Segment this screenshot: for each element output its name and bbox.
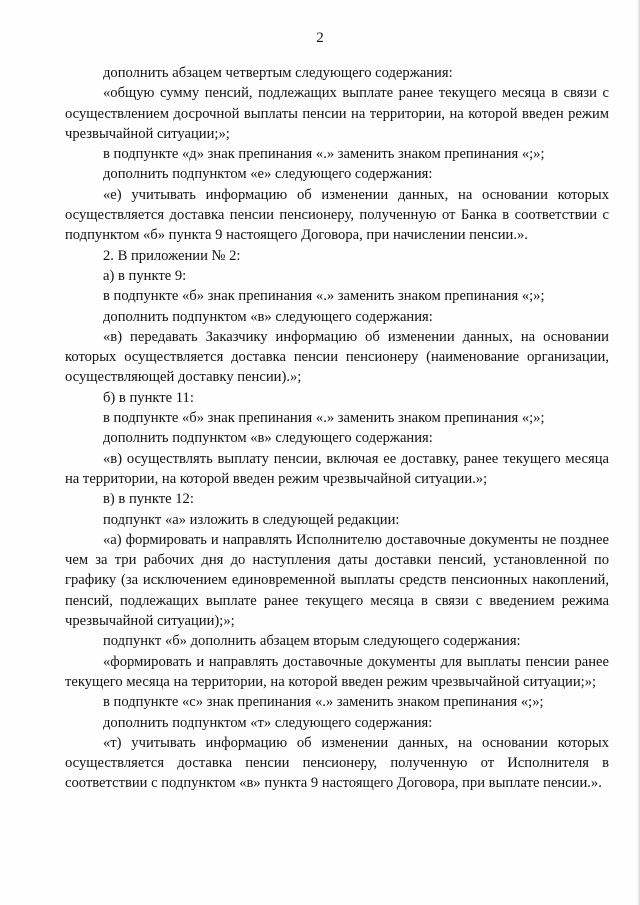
paragraph: в подпункте «б» знак препинания «.» заменить знаком препинания «;»; [103,288,545,305]
paragraph: в подпункте «с» знак препинания «.» заменить знаком препинания «;»; [103,694,544,711]
paragraph: дополнить абзацем четвертым следующего содержания: [103,65,453,81]
paragraph: в) в пункте 12: [103,491,194,508]
paragraph: подпункт «б» дополнить абзацем вторым следующего содержания: [103,633,521,650]
page-number: 2 [316,30,324,46]
paragraph: «а) формировать и направлять Исполнителю доставочные документы не позднее чем за три рабочих дня до наступления даты доставки пенсий, установленной по графику (за исключением единовременной выплаты средств пенсионных накоплений, пенсий, подлежащих выплате ранее текущего месяца в связи с введением режима чрезвычайной ситуации);»; [65,531,609,630]
paragraph: «т) учитывать информацию об изменении данных, на основании которых осуществляется доставка пенсии пенсионеру, полученную от Исполнителя в соответствии с подпунктом «в» пункта 9 настоящего Договора, при выплате пенсии.». [65,734,609,792]
paragraph: а) в пункте 9: [103,267,187,284]
paragraph: дополнить подпунктом «т» следующего содержания: [103,714,433,731]
paragraph: в подпункте «д» знак препинания «.» заменить знаком препинания «;»; [103,146,545,163]
paragraph: дополнить подпунктом «в» следующего содержания: [103,430,433,447]
paragraph: в подпункте «б» знак препинания «.» заменить знаком препинания «;»; [103,410,545,427]
paragraph: б) в пункте 11: [103,389,194,406]
paragraph: дополнить подпунктом «в» следующего содержания: [103,308,433,325]
paragraph: подпункт «а» изложить в следующей редакции: [103,511,400,528]
section-heading: 2. В приложении № 2: [103,247,241,264]
document-body [65,63,609,794]
paragraph: «в) передавать Заказчику информацию об изменении данных, на основании которых осуществляется доставка пенсии пенсионеру (наименование организации, осуществляющей доставку пенсии).»; [65,328,609,386]
paragraph: «общую сумму пенсий, подлежащих выплате ранее текущего месяца в связи с осуществлением досрочной выплаты пенсии на территории, на которой введен режим чрезвычайной ситуации;»; [65,85,609,142]
paragraph: «формировать и направлять доставочные документы для выплаты пенсии ранее текущего месяца на территории, на которой введен режим чрезвычайной ситуации;»; [65,653,609,690]
paragraph: «е) учитывать информацию об изменении данных, на основании которых осуществляется доставка пенсии пенсионеру, полученную от Банка в соответствии с подпунктом «б» пункта 9 настоящего Договора, при начислении пенсии.». [65,186,609,244]
paragraph: дополнить подпунктом «е» следующего содержания: [103,166,433,183]
paragraph: «в) осуществлять выплату пенсии, включая ее доставку, ранее текущего месяца на территории, на которой введен режим чрезвычайной ситуации.»; [65,450,609,487]
